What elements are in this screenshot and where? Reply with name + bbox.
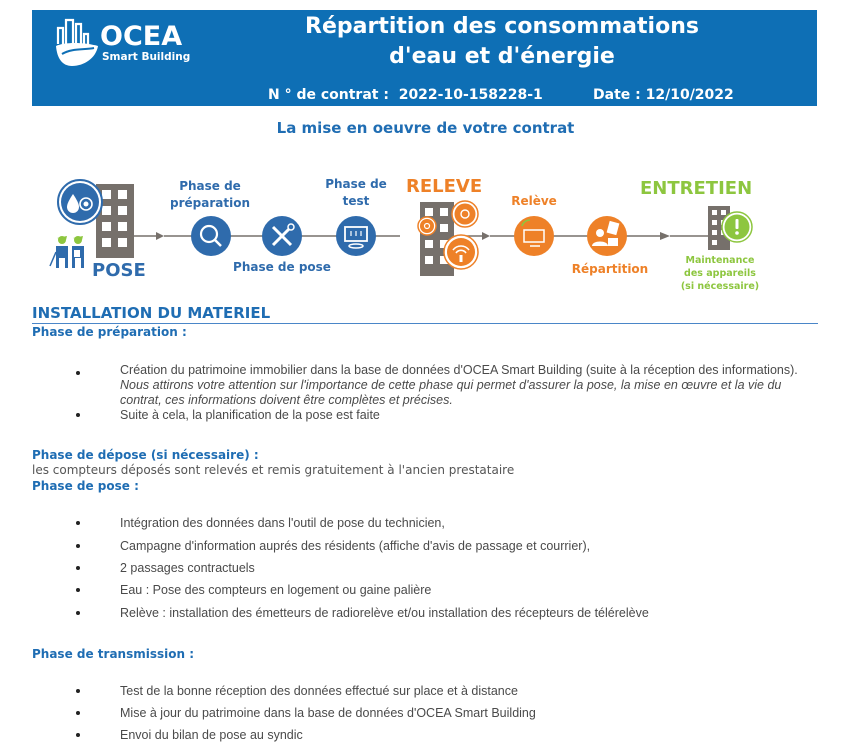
process-diagram [40,170,820,300]
contract-label: N ° de contrat : [268,87,389,103]
label-releve: Relève [511,194,557,208]
alert-icon [722,212,752,242]
date-info [593,86,734,104]
entretien-title: ENTRETIEN [640,178,753,199]
label-phase-pose: Phase de pose [233,260,331,274]
pose-title: POSE [92,260,146,281]
document-header [32,10,817,106]
bullet-icon [76,733,80,737]
phase-preparation-title: Phase de préparation : [32,325,187,339]
ocea-logo [54,18,194,68]
logo-subtitle: Smart Building [102,51,191,63]
label-maintenance-line1: Maintenance [685,255,755,266]
bullet-text: Envoi du bilan de pose au syndic [120,728,303,742]
list-item [76,363,816,408]
bullet-text: Intégration des données dans l'outil de pose du technicien, [120,516,445,530]
bullet-italic-note: Nous attirons votre attention sur l'importance de cette phase qui permet d'assurer la pose, la mise en œuvre et la vie du contrat, ces informations doivent être complètes et précises. [120,378,782,407]
tools-step-icon [262,216,302,256]
phase-depose-title: Phase de dépose (si nécessaire) : [32,448,259,462]
label-repartition: Répartition [571,262,649,276]
bullet-text: Mise à jour du patrimoine dans la base de données d'OCEA Smart Building [120,706,536,720]
label-maintenance-line2: des appareils [684,268,756,279]
bullet-text: Test de la bonne réception des données effectué sur place et à distance [120,684,518,698]
repartition-step-icon [587,216,627,256]
bullet-icon [76,566,80,570]
bullet-icon [76,711,80,715]
building-leaf-logo-icon [54,18,100,68]
bullet-text: Relève : installation des émetteurs de radiorelève et/ou installation des récepteurs de télérelève [120,606,649,620]
label-prep-line2: préparation [170,196,250,210]
bullet-icon [76,521,80,525]
bullet-text: Eau : Pose des compteurs en logement ou gaine palière [120,583,432,597]
technicians-icon [50,236,84,268]
test-step-icon [336,216,376,256]
contract-info [268,86,543,104]
bullet-text: Création du patrimoine immobilier dans la base de données d'OCEA Smart Building (suite à la réception des informations). [120,363,798,377]
bullet-icon [76,689,80,693]
phase-transmission-title: Phase de transmission : [32,647,195,661]
page-subtitle: La mise en oeuvre de votre contrat [276,119,575,137]
section-title: INSTALLATION DU MATERIEL [32,304,271,322]
phase-pose-title: Phase de pose : [32,479,139,493]
title-line-1: Répartition des consommations [305,14,699,39]
contract-number: 2022-10-158228-1 [398,87,543,103]
water-meter-icon [58,180,102,224]
bullet-icon [76,611,80,615]
section-divider [32,323,818,324]
title-line-2: d'eau et d'énergie [389,44,615,69]
label-phase-test [316,176,396,210]
bullet-text: 2 passages contractuels [120,561,255,575]
label-maintenance [670,254,770,293]
label-phase-preparation [160,178,260,212]
label-test-line1: Phase de [325,177,387,191]
date-label: Date : [593,87,641,103]
bullet-icon [76,413,80,417]
bullet-icon [76,544,80,548]
label-test-line2: test [342,194,370,208]
preparation-step-icon [191,216,231,256]
bullet-icon [76,371,80,375]
bullet-text: Suite à cela, la planification de la pose est faite [120,408,380,422]
logo-name: OCEA [100,21,183,52]
depose-text: les compteurs déposés sont relevés et remis gratuitement à l'ancien prestataire [32,463,515,477]
releve-title: RELEVE [406,176,483,197]
bullet-icon [76,588,80,592]
label-maintenance-line3: (si nécessaire) [680,281,760,292]
document-title [282,12,722,72]
date-value: 12/10/2022 [645,87,734,103]
releve-step-icon [514,216,554,256]
label-prep-line1: Phase de [179,179,241,193]
bullet-text: Campagne d'information auprés des résidents (affiche d'avis de passage et courrier), [120,539,591,553]
